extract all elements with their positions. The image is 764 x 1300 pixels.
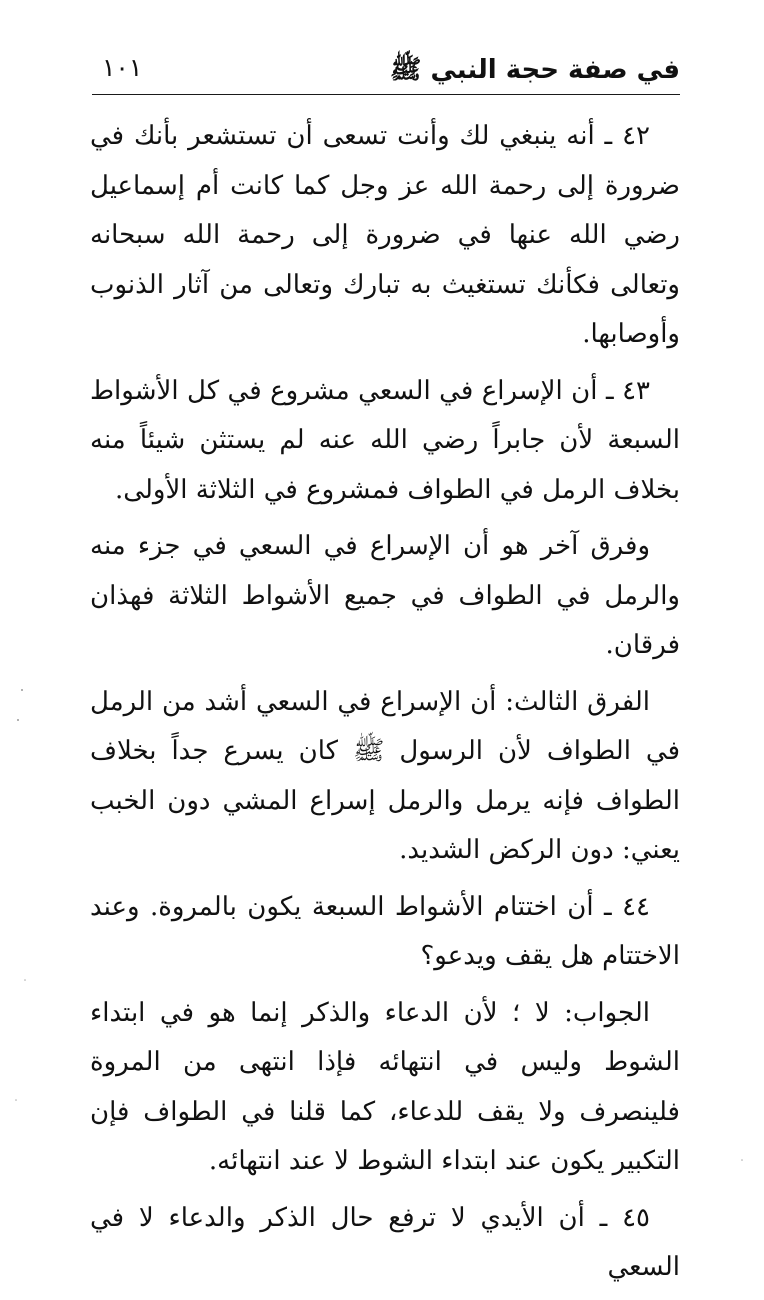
- paragraph-another-difference: وفرق آخر هو أن الإسراع في السعي في جزء منه والرمل في الطواف في جميع الأشواط الثلاثة فهذان فرقان.: [90, 531, 680, 660]
- paragraph-45: ٤٥ ـ أن الأيدي لا ترفع حال الذكر والدعاء لا في السعي: [90, 1202, 680, 1282]
- page-body: [90, 112, 680, 1300]
- page-number: ١٠١: [102, 53, 143, 82]
- paragraph-third-difference: الفرق الثالث: أن الإسراع في السعي أشد من الرمل في الطواف لأن الرسول ﷺ كان يسرع جداً بخلاف الطواف فإنه يرمل والرمل إسراع المشي دون الخبب يعني: دون الركض الشديد.: [90, 686, 680, 865]
- paragraph-answer: الجواب: لا ؛ لأن الدعاء والذكر إنما هو في ابتداء الشوط وليس في انتهائه فإذا انتهى من المروة فلينصرف ولا يقف للدعاء، كما قلنا في الطواف فإن التكبير يكون عند ابتداء الشوط لا عند انتهائه.: [90, 997, 680, 1176]
- running-header: [92, 48, 680, 95]
- paragraph-44: ٤٤ ـ أن اختتام الأشواط السبعة يكون بالمروة. وعند الاختتام هل يقف ويدعو؟: [90, 891, 680, 971]
- paragraph-42: ٤٢ ـ أنه ينبغي لك وأنت تسعى أن تستشعر بأنك في ضرورة إلى رحمة الله عز وجل كما كانت أم إسماعيل رضي الله عنها في ضرورة إلى رحمة الله سبحانه وتعالى فكأنك تستغيث به تبارك وتعالى من آثار الذنوب وأوصابها.: [90, 121, 680, 349]
- header-title: في صفة حجة النبي ﷺ: [390, 55, 680, 85]
- paragraph-43: ٤٣ ـ أن الإسراع في السعي مشروع في كل الأشواط السبعة لأن جابراً رضي الله عنه لم يستثن شيئاً منه بخلاف الرمل في الطواف فمشروع في الثلاثة الأولى.: [90, 375, 680, 505]
